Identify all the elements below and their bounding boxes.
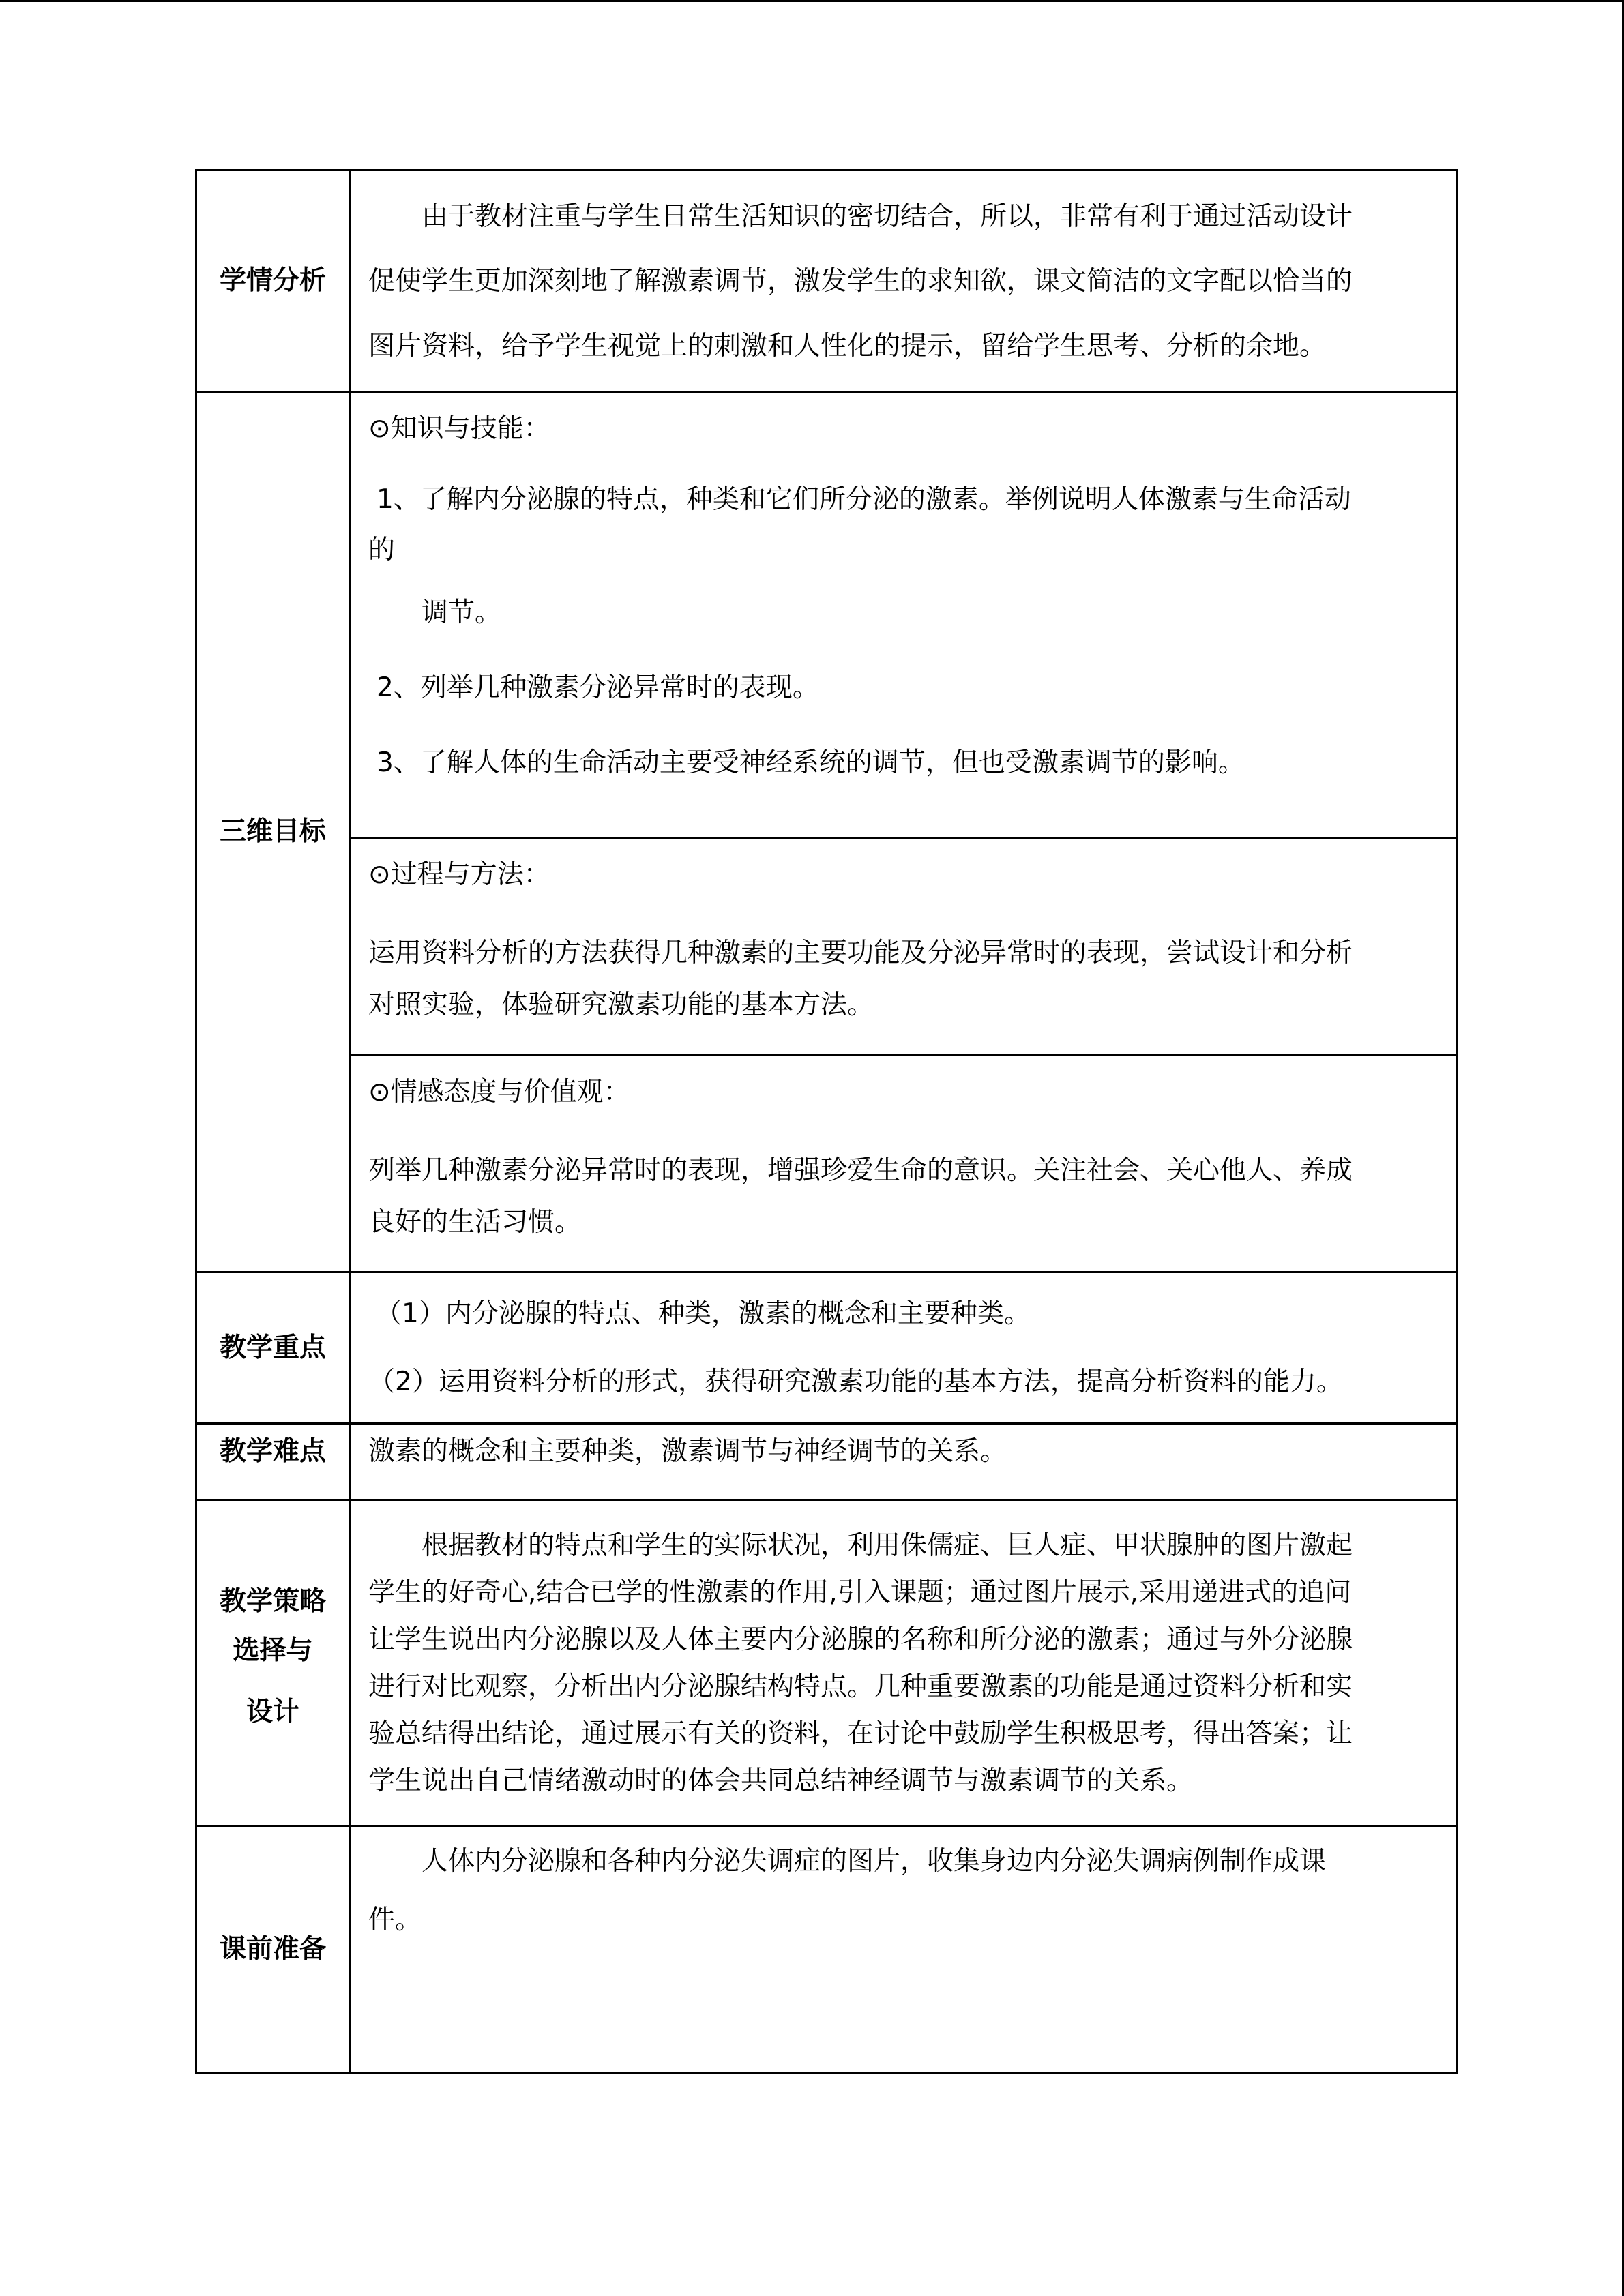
difficulty-line-1: 激素的概念和主要种类，激素调节与神经调节的关系。 <box>368 1436 1007 1467</box>
student-analysis-line-3: 图片资料，给予学生视觉上的刺激和人性化的提示，留给学生思考、分析的余地。 <box>368 330 1327 361</box>
content-teaching-focus <box>350 1272 1457 1424</box>
strategy-line-2: 学生的好奇心,结合已学的性激素的作用,引入课题；通过图片展示,采用递进式的追问 <box>368 1577 1352 1608</box>
knowledge-item-2: 2、列举几种激素分泌异常时的表现。 <box>377 672 819 703</box>
knowledge-heading: ⊙知识与技能： <box>368 413 550 444</box>
student-analysis-line-1: 由于教材注重与学生日常生活知识的密切结合，所以，非常有利于通过活动设计 <box>422 200 1353 232</box>
knowledge-item-3: 3、了解人体的生命活动主要受神经系统的调节，但也受激素调节的影响。 <box>377 747 1245 778</box>
emotion-line-1: 列举几种激素分泌异常时的表现，增强珍爱生命的意识。关注社会、关心他人、养成 <box>368 1155 1353 1186</box>
preparation-line-1: 人体内分泌腺和各种内分泌失调症的图片，收集身边内分泌失调病例制作成课 <box>422 1846 1327 1877</box>
content-preparation <box>350 1826 1457 2073</box>
strategy-line-5: 验总结得出结论，通过展示有关的资料，在讨论中鼓励学生积极思考，得出答案；让 <box>368 1718 1353 1749</box>
focus-line-2: （2）运用资料分析的形式，获得研究激素功能的基本方法，提高分析资料的能力。 <box>368 1366 1343 1397</box>
row-teaching-difficulty <box>196 1424 1457 1500</box>
content-teaching-strategy <box>350 1500 1457 1826</box>
label-student-analysis: 学情分析 <box>196 170 350 392</box>
process-line-2: 对照实验，体验研究激素功能的基本方法。 <box>368 989 874 1020</box>
knowledge-item-1-line-2: 的 <box>368 535 396 565</box>
focus-line-1: （1）内分泌腺的特点、种类，激素的概念和主要种类。 <box>375 1298 1031 1329</box>
knowledge-item-1-line-3: 调节。 <box>422 597 502 628</box>
strategy-line-6: 学生说出自己情绪激动时的体会共同总结神经调节与激素调节的关系。 <box>368 1765 1194 1796</box>
content-knowledge-skills <box>350 392 1457 838</box>
row-student-analysis <box>196 170 1457 392</box>
strategy-line-3: 让学生说出内分泌腺以及人体主要内分泌腺的名称和所分泌的激素；通过与外分泌腺 <box>368 1624 1353 1655</box>
lesson-plan-table <box>195 169 1458 2074</box>
content-emotion-values <box>350 1056 1457 1272</box>
strategy-label-line-2: 选择与 <box>233 1635 313 1666</box>
preparation-line-2: 件。 <box>368 1905 422 1935</box>
row-teaching-focus <box>196 1272 1457 1424</box>
row-objectives-process <box>196 838 1457 1056</box>
content-teaching-difficulty <box>350 1424 1457 1500</box>
process-line-1: 运用资料分析的方法获得几种激素的主要功能及分泌异常时的表现，尝试设计和分析 <box>368 938 1353 968</box>
strategy-line-1: 根据教材的特点和学生的实际状况，利用侏儒症、巨人症、甲状腺肿的图片激起 <box>422 1530 1353 1561</box>
row-preparation <box>196 1826 1457 2073</box>
strategy-label-line-1: 教学策略 <box>219 1585 326 1617</box>
label-preparation: 课前准备 <box>196 1826 350 2073</box>
label-teaching-difficulty: 教学难点 <box>196 1424 350 1500</box>
row-objectives-emotion <box>196 1056 1457 1272</box>
label-teaching-focus: 教学重点 <box>196 1272 350 1424</box>
emotion-line-2: 良好的生活习惯。 <box>368 1207 582 1238</box>
content-process-methods <box>350 838 1457 1056</box>
row-teaching-strategy <box>196 1500 1457 1826</box>
student-analysis-line-2: 促使学生更加深刻地了解激素调节，激发学生的求知欲，课文简洁的文字配以恰当的 <box>368 265 1353 297</box>
strategy-label-line-3: 设计 <box>246 1696 299 1727</box>
emotion-heading: ⊙情感态度与价值观： <box>368 1077 630 1107</box>
page-top-border <box>0 0 1624 2</box>
label-three-objectives: 三维目标 <box>196 392 350 1272</box>
label-teaching-strategy <box>196 1500 350 1826</box>
content-student-analysis <box>350 170 1457 392</box>
process-heading: ⊙过程与方法： <box>368 859 550 890</box>
row-objectives-knowledge <box>196 392 1457 838</box>
knowledge-item-1-line-1: 1、了解内分泌腺的特点，种类和它们所分泌的激素。举例说明人体激素与生命活动 <box>377 484 1351 515</box>
strategy-line-4: 进行对比观察，分析出内分泌腺结构特点。几种重要激素的功能是通过资料分析和实 <box>368 1671 1353 1702</box>
